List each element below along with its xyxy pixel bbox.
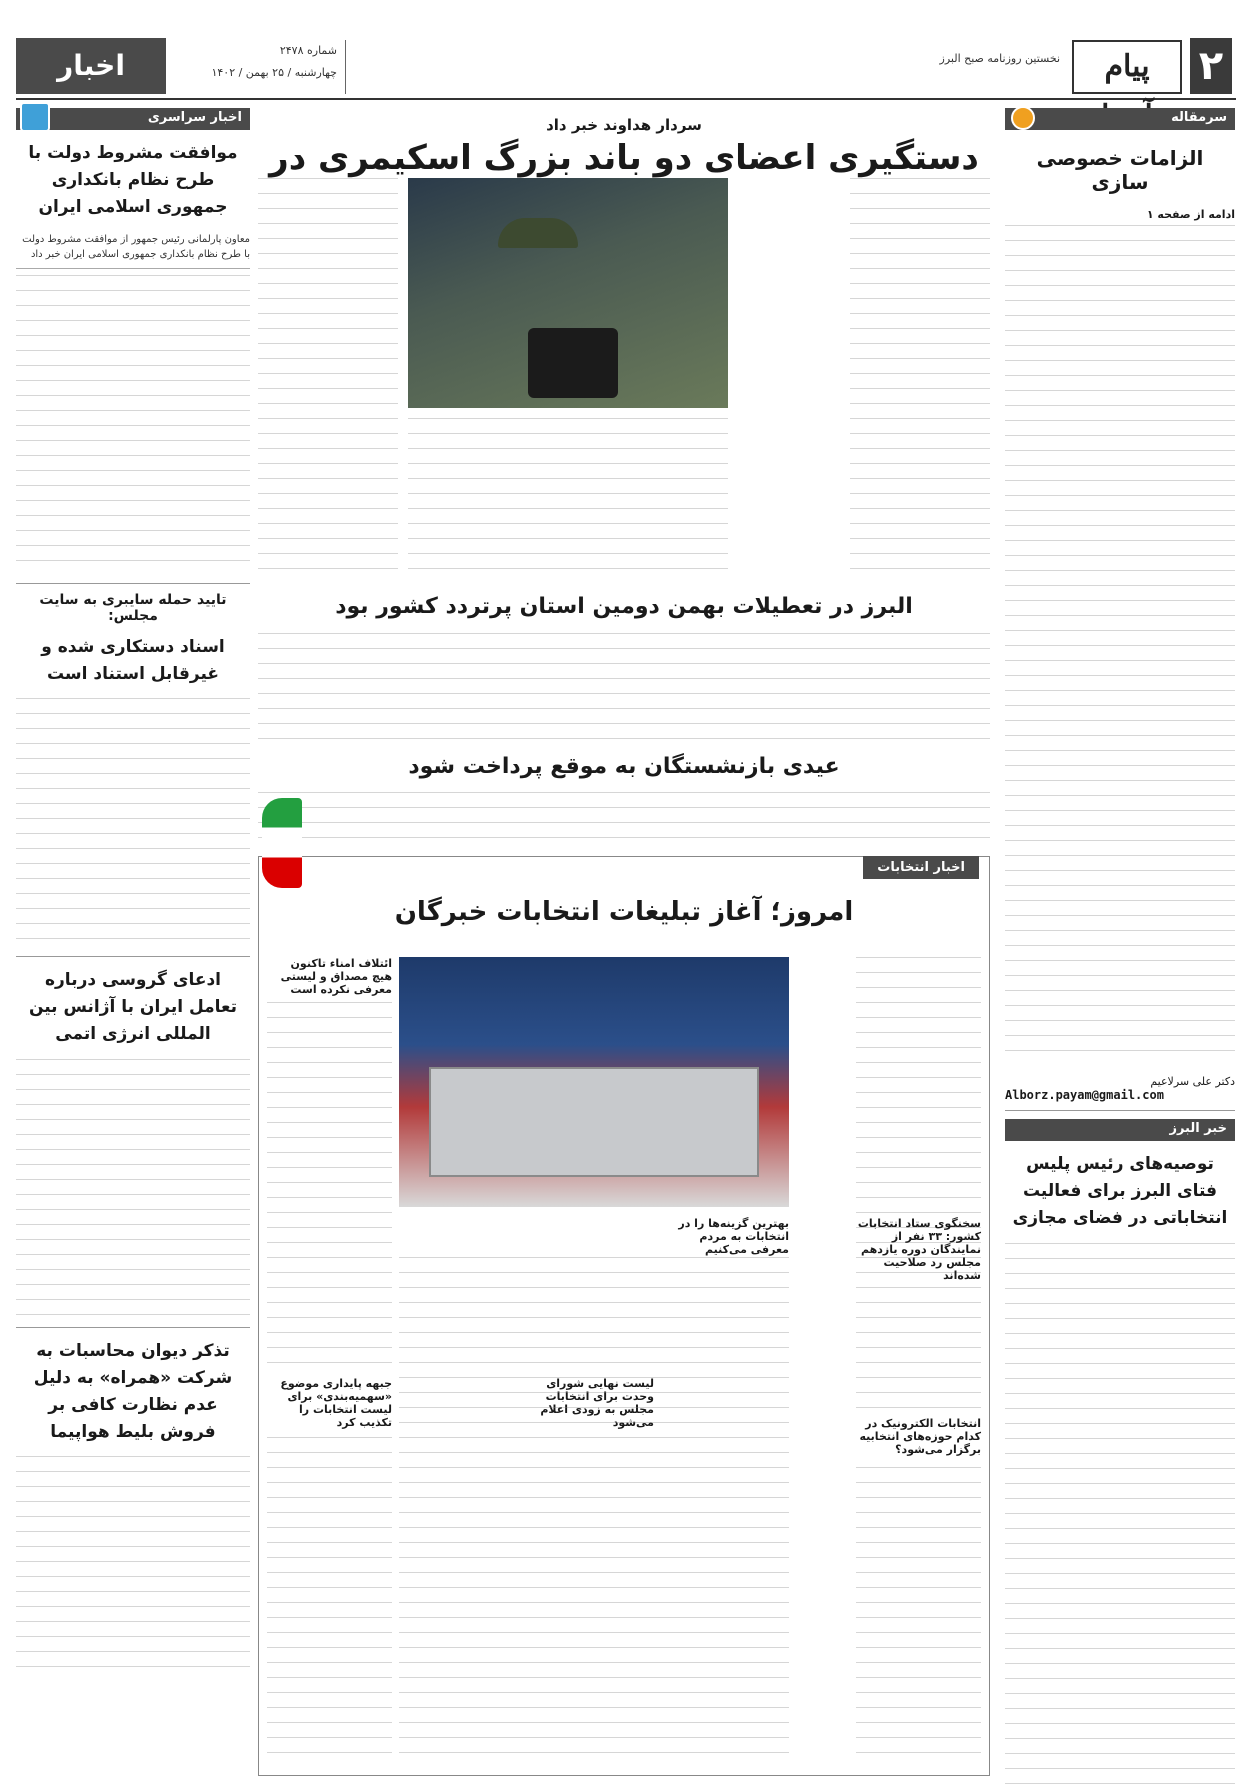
- iran-flag-icon: [262, 798, 302, 888]
- story1-title: موافقت مشروط دولت با طرح نظام بانکداری جمهوری اسلامی ایران: [28, 143, 238, 218]
- continuation-note: ادامه از صفحه ۱: [1146, 208, 1235, 221]
- election-text-center: [399, 1257, 789, 1757]
- tagline: نخستین روزنامه صبح البرز: [939, 52, 1060, 65]
- story3-body: [16, 1059, 250, 1319]
- microphones-shape: [528, 328, 618, 398]
- subhead-e-voting: انتخابات الکترونیک در کدام حوزه‌های انتخابیه برگزار می‌شود؟: [856, 1417, 981, 1456]
- divider: [16, 583, 250, 584]
- editorial-body: [1005, 225, 1235, 1065]
- subhead-best-candidates: بهترین گزینه‌ها را در انتخابات به مردم معرفی می‌کنیم: [678, 1217, 789, 1256]
- divider: [1005, 1110, 1235, 1111]
- story2-kicker: تایید حمله سایبری به سایت مجلس:: [39, 591, 227, 624]
- alborz-news-tag-label: خبر البرز: [1169, 1121, 1227, 1136]
- divider: [16, 956, 250, 957]
- national-news-tag: [16, 108, 250, 130]
- page-number: ۲: [1190, 38, 1232, 94]
- editorial-title: الزامات خصوصی سازی: [1036, 146, 1204, 194]
- main-headline: دستگیری اعضای دو باند بزرگ اسکیمری در: [269, 138, 979, 178]
- main-story-text-col2: [258, 178, 398, 578]
- subhead-unity-list: لیست نهایی شورای وحدت برای انتخابات مجلس به زودی اعلام می‌شود: [529, 1377, 654, 1429]
- national-news-column: [16, 108, 250, 1776]
- national-news-tag-label: اخبار سراسری: [147, 110, 242, 125]
- story3-title: ادعای گروسی درباره تعامل ایران با آژانس بین المللی انرژی اتمی: [28, 969, 238, 1045]
- alborz-news-body: [1005, 1243, 1235, 1787]
- election-news-tag: اخبار انتخابات: [863, 856, 979, 879]
- ballot-box-shape: [429, 1067, 759, 1177]
- pension-story-text: [258, 792, 990, 848]
- alborz-news-title: توصیه‌های رئیس پلیس فتای البرز برای فعالیت انتخاباتی در فضای مجازی: [1012, 1154, 1228, 1229]
- newspaper-logo: پیام: [1072, 40, 1182, 94]
- election-text-col1: [856, 957, 981, 1757]
- main-kicker: سردار هداوند خبر داد: [546, 116, 702, 134]
- subhead-coalition: ائتلاف امناء تاکنون هیچ مصداق و لیستی معرفی نکرده است: [267, 957, 392, 996]
- transport-story-text: [258, 633, 990, 743]
- issue-date: چهارشنبه / ۲۵ بهمن / ۱۴۰۲: [211, 66, 337, 79]
- editorial-column: [1005, 108, 1235, 1776]
- story1-body: [16, 275, 250, 575]
- story2-title: اسناد دستکاری شده و غیرقابل استناد است: [41, 636, 225, 684]
- document-icon: [20, 102, 50, 132]
- headline-transport: البرز در تعطیلات بهمن دومین استان پرتردد کشور بود: [335, 594, 913, 619]
- author-email[interactable]: Alborz.payam@gmail.com: [1005, 1088, 1164, 1102]
- story4-body: [16, 1456, 250, 1676]
- ballot-box-photo: [399, 957, 789, 1207]
- masthead: [16, 38, 1236, 100]
- main-story-text-col3: [408, 418, 728, 578]
- issue-info: [176, 40, 346, 94]
- section-label: اخبار: [16, 38, 166, 94]
- main-news-area: [258, 108, 990, 1776]
- issue-number: شماره ۲۴۷۸: [279, 44, 337, 57]
- headline-pension-bonus: عیدی بازنشستگان به موقع پرداخت شود: [408, 754, 840, 779]
- editorial-tag-label: سرمقاله: [1171, 110, 1227, 125]
- editorial-tag: [1005, 108, 1235, 130]
- story4-title: تذکر دیوان محاسبات به شرکت «همراه» به دلیل عدم نظارت کافی بر فروش بلیط هواپیما: [33, 1340, 233, 1443]
- officer-cap-shape: [498, 218, 578, 248]
- police-commander-photo: [408, 178, 728, 408]
- election-text-col2: [267, 957, 392, 1757]
- subhead-paydari: جبهه پایداری موضوع «سهمیه‌بندی» برای لیست انتخابات را تکذیب کرد: [267, 1377, 392, 1429]
- divider: [16, 1327, 250, 1328]
- alborz-news-tag: [1005, 1119, 1235, 1141]
- author-signature: دکتر علی سرلاعیم: [1150, 1075, 1235, 1088]
- headline-elections: امروز؛ آغاز تبلیغات انتخابات خبرگان: [394, 897, 854, 927]
- main-story-text-col1: [850, 178, 990, 578]
- subhead-disqualified: سخنگوی ستاد انتخابات کشور: ۳۳ نفر از نمایندگان دوره یازدهم مجلس رد صلاحیت شده‌اند: [857, 1217, 981, 1282]
- story2-body: [16, 698, 250, 948]
- story1-lead: معاون پارلمانی رئیس جمهور از موافقت مشروط دولت با طرح نظام بانکداری جمهوری اسلامی ایران خبر داد: [16, 232, 250, 269]
- election-news-box: [258, 856, 990, 1776]
- eye-icon: [1011, 106, 1035, 130]
